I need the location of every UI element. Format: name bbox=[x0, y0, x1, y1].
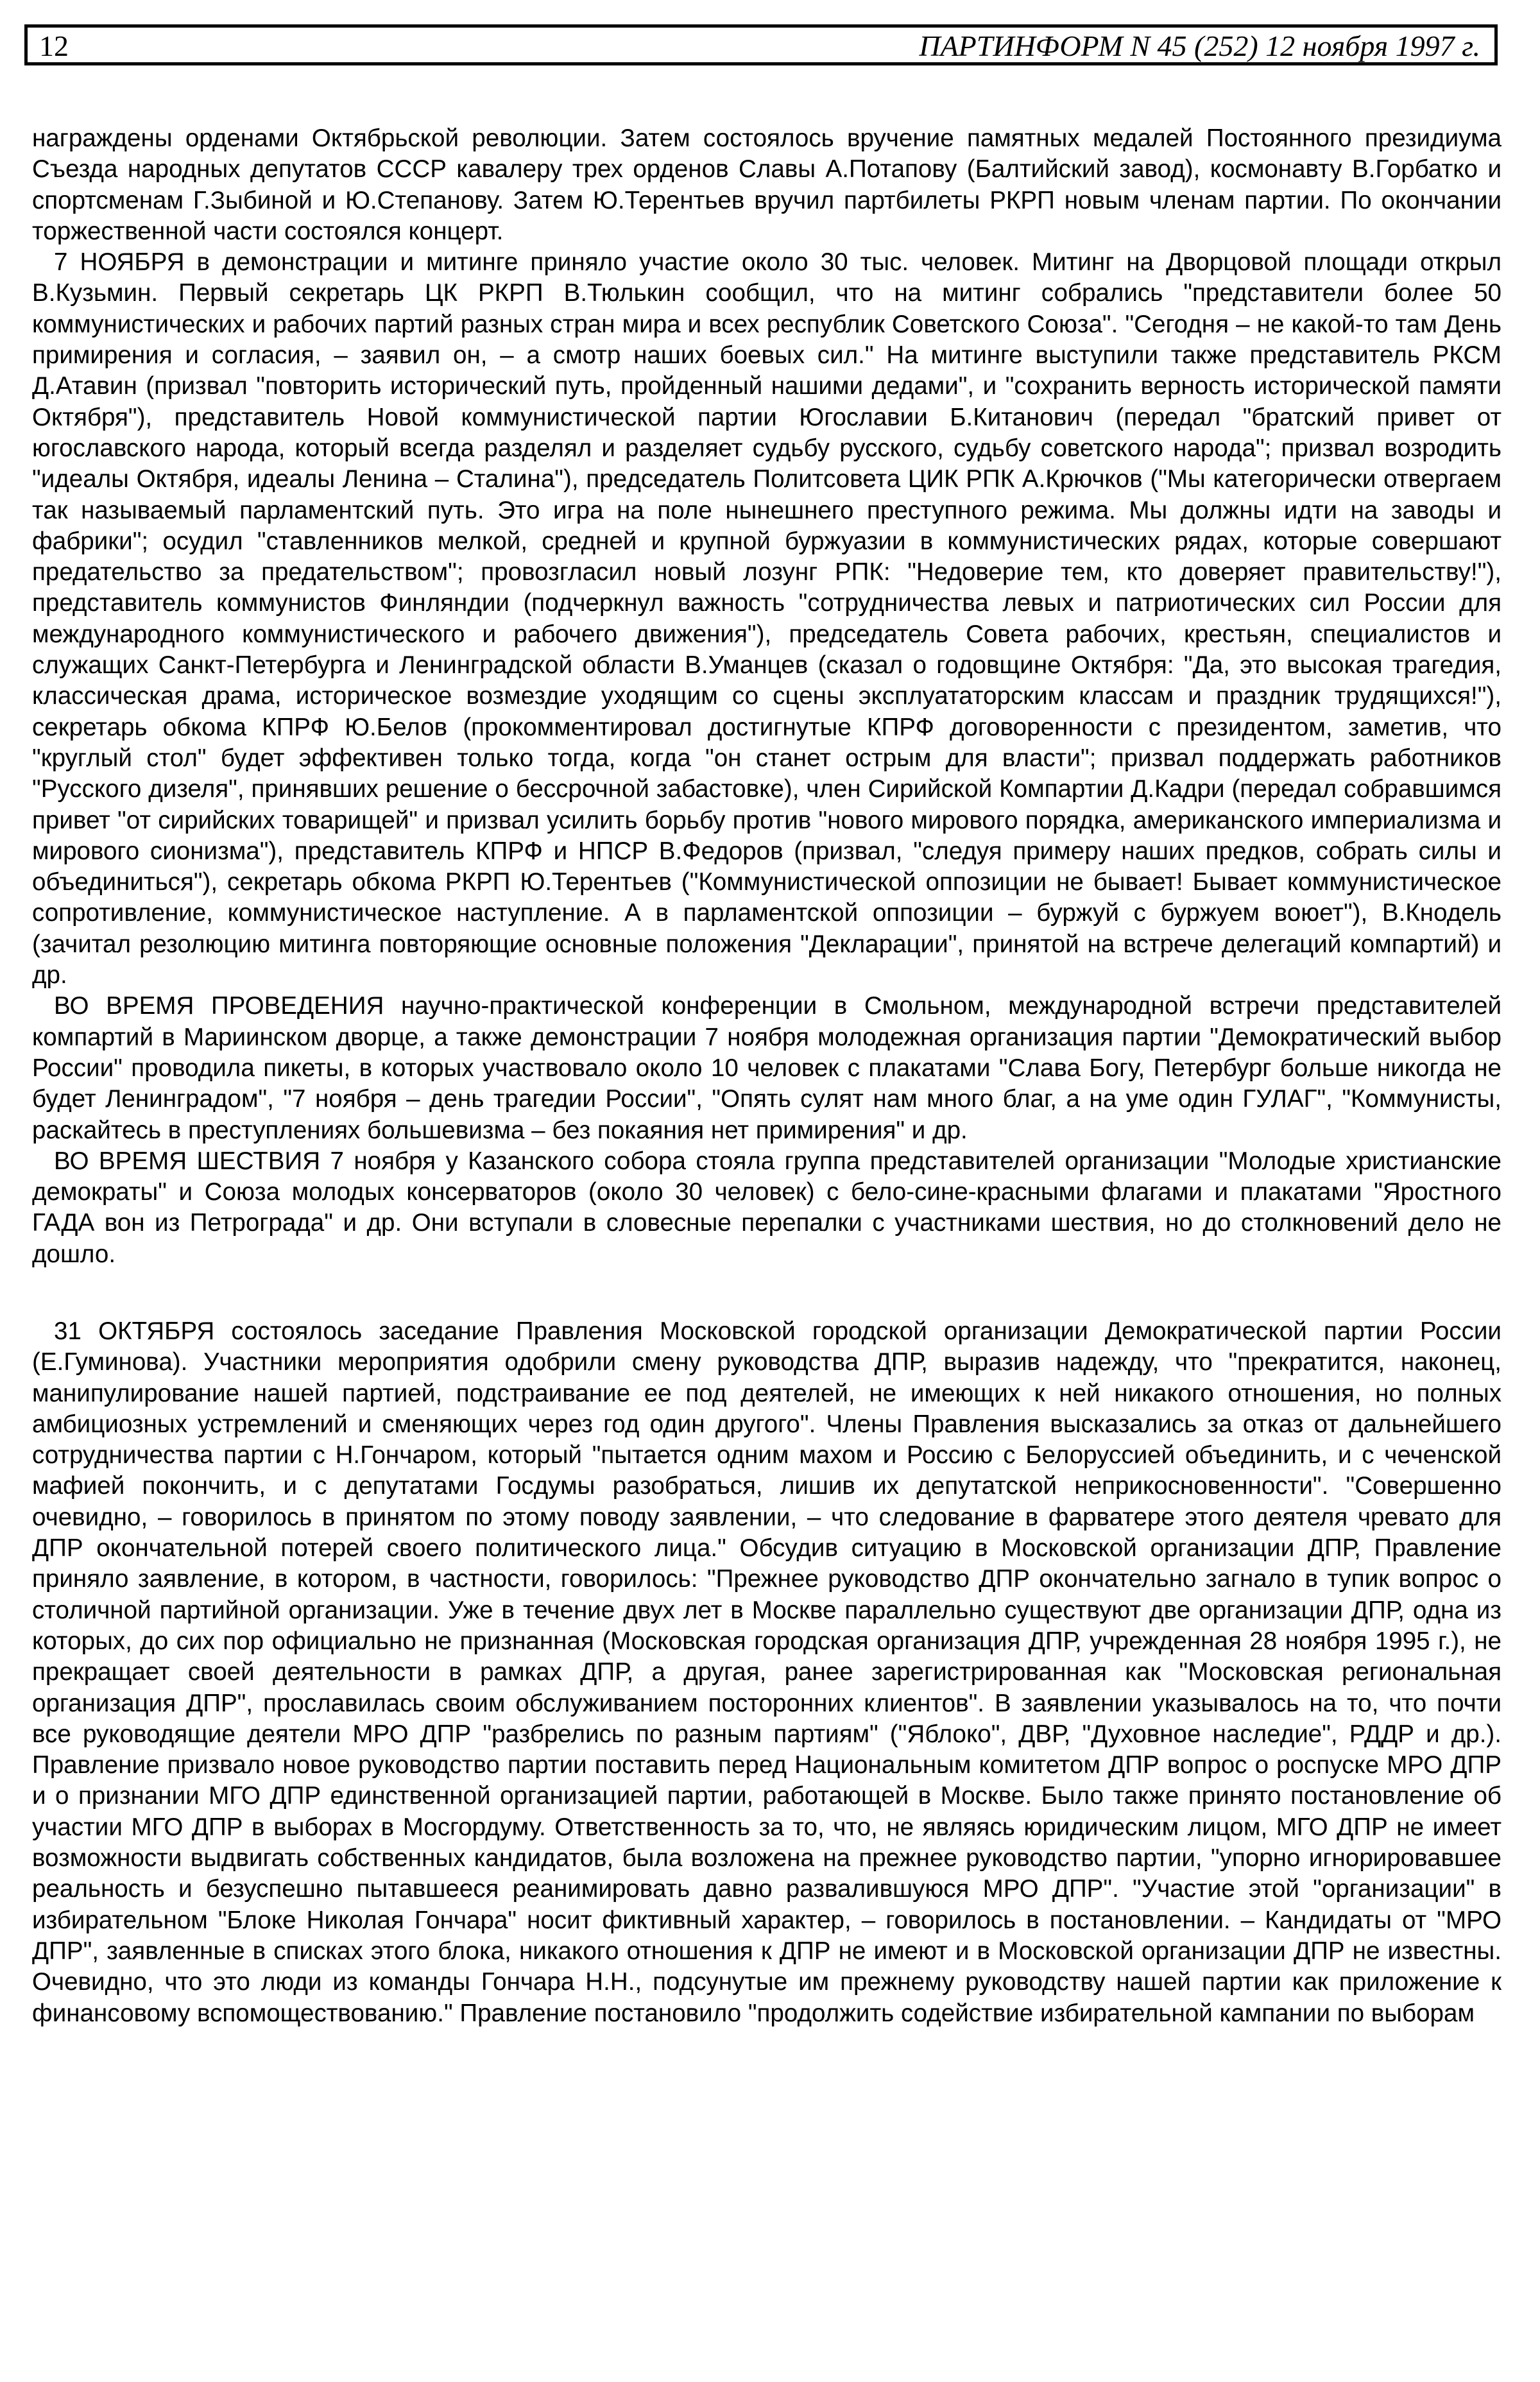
paragraph-dvr-pickets: ВО ВРЕМЯ ПРОВЕДЕНИЯ научно-практической конференции в Смольном, международной встречи представителей компартий в Мариинском дворце, а также демонстрации 7 ноября молодежная организация партии "Демократический выбор России" проводила пикеты, в которых участвовало около 10 человек с плакатами "Слава Богу, Петербург больше никогда не будет Ленинградом", "7 ноября – день трагедии России", "Опять сулят нам много благ, а на уме один ГУЛАГ", "Коммунисты, раскайтесь в преступлениях большевизма – без покаяния нет примирения" и др. bbox=[32, 992, 1502, 1144]
paragraph-oct31-dpr: 31 ОКТЯБРЯ состоялось заседание Правления Московской городской организации Демократической партии России (Е.Гуминова). Участники мероприятия одобрили смену руководства ДПР, выразив надежду, что "прекратится, наконец, манипулирование нашей партией, подстраивание ее под деятелей, не имеющих к ней никакого отношения, но полных амбициозных устремлений и сменяющих через год один другого". Члены Правления высказались за отказ от дальнейшего сотрудничества партии с Н.Гончаром, который "пытается одним махом и Россию с Белоруссией объединить, и с чеченской мафией покончить, и с депутатами Госдумы разобраться, лишив их депутатской неприкосновенности". "Совершенно очевидно, – говорилось в принятом по этому поводу заявлении, – что следование в фарватере этого деятеля чревато для ДПР окончательной потерей своего политического лица." Обсудив ситуацию в Московской организации ДПР, Правление приняло заявление, в котором, в частности, говорилось: "Прежнее руководство ДПР окончательно загнало в тупик вопрос о столичной партийной организации. Уже в течение двух лет в Москве параллельно существуют две организации ДПР, одна из которых, до сих пор официально не признанная (Московская городская организация ДПР, учрежденная 28 ноября 1995 г.), не прекращает своей деятельности в рамках ДПР, а другая, ранее зарегистрированная как "Московская региональная организация ДПР", прославилась своим обслуживанием посторонних клиентов". В заявлении указывалось на то, что почти все руководящие деятели МРО ДПР "разбрелись по разным партиям" ("Яблоко", ДВР, "Духовное наследие", РДДР и др.). Правление призвало новое руководство партии поставить перед Национальным комитетом ДПР вопрос о роспуске МРО ДПР и о признании МГО ДПР единственной организацией партии, работающей в Москве. Было также принято постановление об участии МГО ДПР в выборах в Мосгордуму. Ответственность за то, что, не являясь юридическим лицом, МГО ДПР не имеет возможности выдвигать собственных кандидатов, была возложена на прежнее руководство партии, "упорно игнорировавшее реальность и безуспешно пытавшееся реанимировать давно развалившуюся МРО ДПР". "Участие этой "организации" в избирательном "Блоке Николая Гончара" носит фиктивный характер, – говорилось в постановлении. – Кандидаты от "МРО ДПР", заявленные в списках этого блока, никакого отношения к ДПР не имеют и в Московской организации ДПР не известны. Очевидно, что это люди из команды Гончара Н.Н., подсунутые им прежнему руководству нашей партии как приложение к финансовому вспомоществованию." Правление постановило "продолжить содействие избирательной кампании по выборам bbox=[32, 1317, 1502, 2027]
page-number: 12 bbox=[39, 30, 69, 62]
page-header bbox=[24, 24, 1498, 65]
paragraph-nov7-rally: 7 НОЯБРЯ в демонстрации и митинге приняло участие около 30 тыс. человек. Митинг на Дворцовой площади открыл В.Кузьмин. Первый секретарь ЦК РКРП В.Тюлькин сообщил, что на митинг собрались "представители более 50 коммунистических и рабочих партий разных стран мира и всех республик Советского Союза". "Сегодня – не какой-то там День примирения и согласия, – заявил он, – а смотр наших боевых сил." На митинге выступили также представитель РКСМ Д.Атавин (призвал "повторить исторический путь, пройденный нашими дедами", и "сохранить верность исторической памяти Октября"), представитель Новой коммунистической партии Югославии Б.Китанович (передал "братский привет от югославского народа, который всегда разделял и разделяет судьбу русского, судьбу советского народа"; призвал возродить "идеалы Октября, идеалы Ленина – Сталина"), председатель Политсовета ЦИК РПК А.Крючков ("Мы категорически отвергаем так называемый парламентский путь. Это игра на поле нынешнего преступного режима. Мы должны идти на заводы и фабрики"; осудил "ставленников мелкой, средней и крупной буржуазии в коммунистических рядах, которые совершают предательство за предательством"; провозгласил новый лозунг РПК: "Недоверие тем, кто доверяет правительству!"), представитель коммунистов Финляндии (подчеркнул важность "сотрудничества левых и патриотических сил России для международного коммунистического и рабочего движения"), председатель Совета рабочих, крестьян, специалистов и служащих Санкт-Петербурга и Ленинградской области В.Уманцев (сказал о годовщине Октября: "Да, это высокая трагедия, классическая драма, историческое возмездие уходящим со сцены эксплуататорским классам и праздник трудящихся!"), секретарь обкома КПРФ Ю.Белов (прокомментировал достигнутые КПРФ договоренности с президентом, заметив, что "круглый стол" будет эффективен только тогда, когда "он станет острым для власти"; призвал поддержать работников "Русского дизеля", принявших решение о бессрочной забастовке), член Сирийской Компартии Д.Кадри (передал собравшимся привет "от сирийских товарищей" и призвал усилить борьбу против "нового мирового порядка, американского империализма и мирового сионизма"), представитель КПРФ и НПСР В.Федоров (призвал, "следуя примеру наших предков, собрать силы и объединиться"), секретарь обкома РКРП Ю.Терентьев ("Коммунистической оппозиции не бывает! Бывает коммунистическое сопротивление, коммунистическое наступление. А в парламентской оппозиции – буржуй с буржуем воюет"), В.Кнодель (зачитал резолюцию митинга повторяющие основные положения "Декларации", принятой на встрече делегаций компартий) и др. bbox=[32, 248, 1502, 990]
paragraph-awards: награждены орденами Октябрьской революции. Затем состоялось вручение памятных медалей Постоянного президиума Съезда народных депутатов СССР кавалеру трех орденов Славы А.Потапову (Балтийский завод), космонавту В.Горбатко и спортсменам Г.Зыбиной и Ю.Степанову. Затем Ю.Терентьев вручил партбилеты РКРП новым членам партии. По окончании торжественной части состоялся концерт. bbox=[32, 124, 1502, 245]
article-body bbox=[32, 123, 1502, 2029]
paragraph-procession: ВО ВРЕМЯ ШЕСТВИЯ 7 ноября у Казанского собора стояла группа представителей организации "Молодые христианские демократы" и Союза молодых консерваторов (около 30 человек) с бело-сине-красными флагами и плакатами "Яростного ГАДА вон из Петрограда" и др. Они вступали в словесные перепалки с участниками шествия, но до столкновений дело не дошло. bbox=[32, 1147, 1502, 1268]
issue-title: ПАРТИНФОРМ N 45 (252) 12 ноября 1997 г. bbox=[919, 30, 1480, 62]
